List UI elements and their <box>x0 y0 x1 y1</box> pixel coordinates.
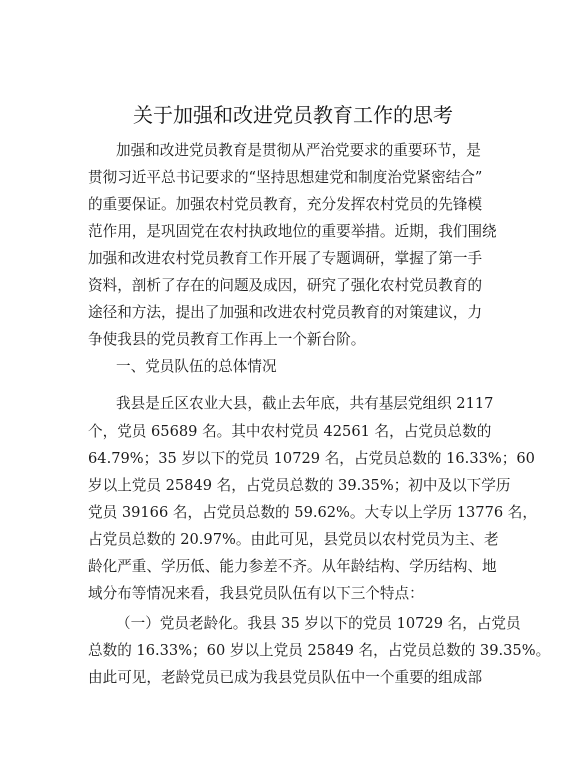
paragraph-line: 途径和方法，提出了加强和改进农村党员教育的对策建议，力 <box>88 304 483 321</box>
paragraph-line: 加强和改进农村党员教育工作开展了专题调研，掌握了第一手 <box>88 250 483 267</box>
paragraph-line: 范作用，是巩固党在农村执政地位的重要举措。近期，我们围绕 <box>88 223 497 240</box>
paragraph-line: 加强和改进党员教育是贯彻从严治党要求的重要环节，是 <box>116 142 481 159</box>
subsection-line: （一）党员老龄化。我县 35 岁以下的党员 10729 名，占党员 <box>116 615 521 632</box>
paragraph-line: 占党员总数的 20.97%。由此可见，县党员以农村党员为主、老 <box>88 531 499 548</box>
document-title: 关于加强和改进党员教育工作的思考 <box>133 103 453 127</box>
paragraph-line: 64.79%；35 岁以下的党员 10729 名，占党员总数的 16.33%；60 <box>88 450 535 467</box>
paragraph-line: 的重要保证。加强农村党员教育，充分发挥农村党员的先锋模 <box>88 196 483 213</box>
paragraph-line: 由此可见，老龄党员已成为我县党员队伍中一个重要的组成部 <box>88 669 483 686</box>
paragraph-line: 龄化严重、学历低、能力参差不齐。从年龄结构、学历结构、地 <box>88 558 497 575</box>
paragraph-line: 岁以上党员 25849 名，占党员总数的 39.35%；初中及以下学历 <box>88 477 511 494</box>
section-heading: 一、党员队伍的总体情况 <box>116 358 277 375</box>
paragraph-line: 总数的 16.33%；60 岁以上党员 25849 名，占党员总数的 39.35%。 <box>88 642 551 659</box>
paragraph-line: 贯彻习近平总书记要求的“坚持思想建党和制度治党紧密结合” <box>88 169 483 186</box>
paragraph-line: 个，党员 65689 名。其中农村党员 42561 名，占党员总数的 <box>88 423 492 440</box>
paragraph-line: 域分布等情况来看，我县党员队伍有以下三个特点： <box>88 585 424 602</box>
paragraph-line: 争使我县的党员教育工作再上一个新台阶。 <box>88 331 366 348</box>
paragraph-line: 我县是丘区农业大县，截止去年底，共有基层党组织 2117 <box>116 395 494 412</box>
paragraph-line: 党员 39166 名，占党员总数的 59.62%。大专以上学历 13776 名， <box>88 504 537 521</box>
paragraph-line: 资料，剖析了存在的问题及成因，研究了强化农村党员教育的 <box>88 277 483 294</box>
